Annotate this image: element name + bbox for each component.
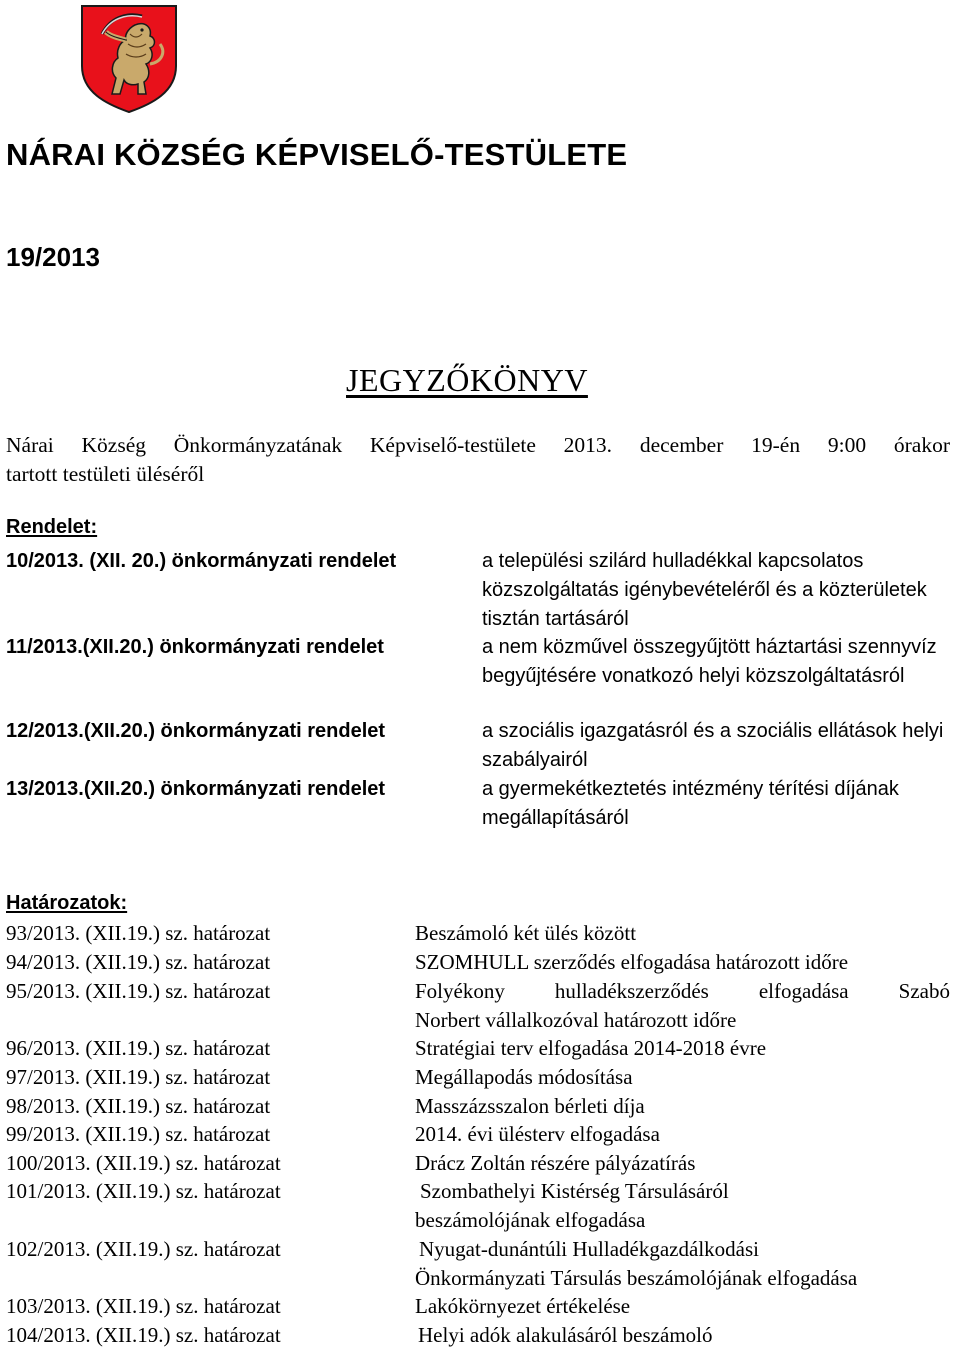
hatarozat-ref: 103/2013. (XII.19.) sz. határozat [6, 1294, 281, 1318]
rendelet-desc: a gyermekétkeztetés intézmény térítési díjának megállapításáról [482, 778, 899, 829]
hatarozat-desc: Lakókörnyezet értékelése [415, 1294, 631, 1318]
rendelet-section-label: Rendelet: [6, 516, 98, 538]
hatarozat-section-label: Határozatok: [6, 892, 128, 914]
hatarozat-ref: 94/2013. (XII.19.) sz. határozat [6, 950, 271, 974]
hatarozat-desc-line-2: Önkormányzati Társulás beszámolójának elfogadása [415, 1266, 858, 1290]
hatarozat-ref: 98/2013. (XII.19.) sz. határozat [6, 1094, 271, 1118]
rendelet-desc: a szociális igazgatásról és a szociális ellátások helyi szabályairól [482, 720, 944, 771]
hatarozat-desc: 2014. évi ülésterv elfogadása [415, 1122, 660, 1146]
hatarozat-desc-line-2: Norbert vállalkozóval határozott időre [415, 1008, 737, 1032]
hatarozat-ref: 93/2013. (XII.19.) sz. határozat [6, 921, 271, 945]
council-title: NÁRAI KÖZSÉG KÉPVISELŐ-TESTÜLETE [6, 137, 628, 172]
intro-paragraph [6, 431, 950, 489]
hatarozat-desc [415, 1235, 954, 1293]
rendelet-desc: a nem közművel összegyűjtött háztartási szennyvíz begyűjtésére vonatkozó helyi közszolgáltatásról [482, 636, 937, 687]
hatarozat-ref: 104/2013. (XII.19.) sz. határozat [6, 1323, 281, 1347]
hatarozat-ref: 96/2013. (XII.19.) sz. határozat [6, 1036, 271, 1060]
hatarozat-ref: 97/2013. (XII.19.) sz. határozat [6, 1065, 271, 1089]
hatarozat-desc: Megállapodás módosítása [415, 1065, 633, 1089]
hatarozat-desc: Helyi adók alakulásáról beszámoló [418, 1323, 713, 1347]
minutes-title: JEGYZŐKÖNYV [346, 362, 588, 398]
document-number: 19/2013 [6, 242, 100, 272]
coat-of-arms-icon [80, 4, 178, 114]
intro-line-2: tartott testületi üléséről [6, 462, 205, 486]
rendelet-desc: a települési szilárd hulladékkal kapcsolatos közszolgáltatás igénybevételéről és a közterületek tisztán tartásáról [482, 550, 927, 630]
rendelet-ref: 12/2013.(XII.20.) önkormányzati rendelet [6, 720, 386, 742]
rendelet-ref: 10/2013. (XII. 20.) önkormányzati rendelet [6, 550, 397, 572]
hatarozat-desc: Drácz Zoltán részére pályázatírás [415, 1151, 696, 1175]
hatarozat-desc-line-1: Nyugat-dunántúli Hulladékgazdálkodási [419, 1237, 759, 1261]
intro-line-1: Nárai Község Önkormányzatának Képviselő-testülete 2013. december 19-én 9:00 órakor [6, 433, 950, 457]
hatarozat-desc: Masszázsszalon bérleti díja [415, 1094, 645, 1118]
rendelet-ref: 13/2013.(XII.20.) önkormányzati rendelet [6, 778, 386, 800]
hatarozat-desc: Stratégiai terv elfogadása 2014-2018 évre [415, 1036, 767, 1060]
hatarozat-desc: SZOMHULL szerződés elfogadása határozott időre [415, 950, 849, 974]
hatarozat-desc [415, 977, 950, 1035]
hatarozat-desc [415, 1177, 955, 1235]
hatarozat-ref: 100/2013. (XII.19.) sz. határozat [6, 1151, 281, 1175]
rendelet-ref: 11/2013.(XII.20.) önkormányzati rendelet [6, 636, 384, 658]
hatarozat-ref: 101/2013. (XII.19.) sz. határozat [6, 1179, 281, 1203]
hatarozat-desc-line-2: beszámolójának elfogadása [415, 1208, 646, 1232]
hatarozat-ref: 99/2013. (XII.19.) sz. határozat [6, 1122, 271, 1146]
hatarozat-desc: Beszámoló két ülés között [415, 921, 637, 945]
hatarozat-ref: 95/2013. (XII.19.) sz. határozat [6, 979, 271, 1003]
hatarozat-desc-line-1: Szombathelyi Kistérség Társulásáról [420, 1179, 729, 1203]
hatarozat-desc-line-1: Folyékony hulladékszerződés elfogadása Szabó [415, 979, 950, 1003]
hatarozat-ref: 102/2013. (XII.19.) sz. határozat [6, 1237, 281, 1261]
